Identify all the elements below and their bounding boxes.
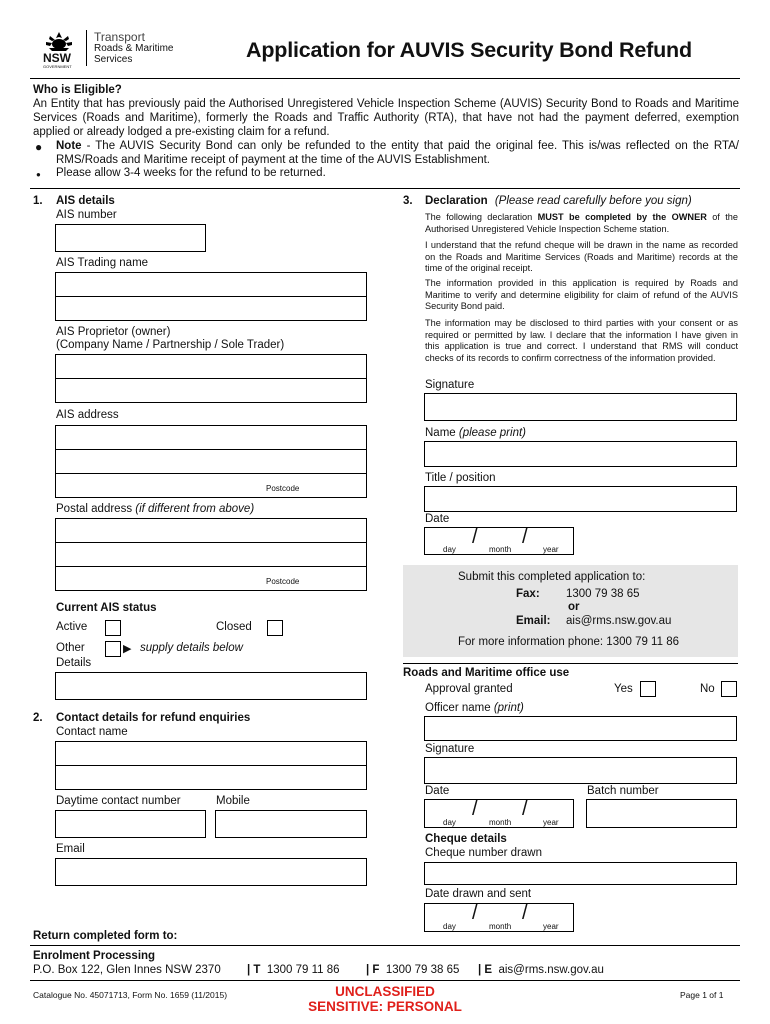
name-text: Name — [425, 427, 459, 439]
footer-phone: | T 1300 79 11 86 — [247, 964, 340, 976]
more-info: For more information phone: 1300 79 11 86 — [458, 636, 679, 648]
section-rule — [30, 188, 740, 189]
cheque-number-input-1[interactable] — [424, 862, 737, 885]
enrolment-unit: Enrolment Processing — [33, 950, 156, 962]
name-note: (please print) — [458, 427, 526, 439]
ais-number-input[interactable] — [55, 224, 206, 252]
officer-label — [425, 702, 524, 714]
logo-gov-text: GOVERNMENT — [43, 64, 72, 69]
po-box: P.O. Box 122, Glen Innes NSW 2370 — [33, 964, 221, 976]
contact-name-label: Contact name — [56, 726, 128, 738]
office-date-year: year — [543, 818, 559, 827]
section2-number: 2. — [33, 712, 43, 724]
proprietor-label: AIS Proprietor (owner) — [56, 326, 171, 338]
declaration-note: (Please read carefully before you sign) — [494, 195, 692, 207]
name-input[interactable] — [424, 441, 737, 467]
brand-roads: Roads & Maritime — [94, 43, 174, 54]
fax-footer-label: F — [372, 964, 380, 976]
eligibility-body: An Entity that has previously paid the Authorised Unregistered Vehicle Inspection Scheme (AUVIS) Security Bond to Roads and Maritime Services (Roads and Maritime), formerly the Roads and Traffic Authority (RTA), that have not had the payment deferred, exemption applied or already lodged a pre-existing claim for a refund. — [33, 98, 739, 138]
declaration-p2: I understand that the refund cheque will be drawn in the name as recorded on the Roads and Maritime Services (Roads and Maritime) records at the time of the original receipt. — [425, 240, 738, 273]
logo-nsw-text: NSW — [43, 51, 71, 65]
email-footer-label: E — [484, 964, 493, 976]
trading-name-input-2[interactable] — [55, 296, 367, 321]
eligibility-note — [56, 139, 739, 167]
cheque-heading: Cheque details — [425, 833, 507, 845]
office-date-label: Date — [425, 785, 450, 797]
decl-p1b: MUST be completed by the OWNER — [537, 212, 707, 222]
office-date-slash-1: / — [472, 798, 478, 820]
status-heading: Current AIS status — [56, 602, 157, 614]
office-date-slash-2: / — [522, 798, 528, 820]
drawn-slash-2: / — [522, 902, 528, 924]
office-signature-label: Signature — [425, 743, 475, 755]
declaration-p4: The information may be disclosed to third parties with your consent or as required or permitted by law. I declare that the information I have given in this application is true and correct. I understand that RMS will conduct checks of its records to confirm correctness of the information provided. — [425, 318, 738, 363]
active-label: Active — [56, 621, 88, 633]
postal-address-label — [56, 503, 254, 515]
note-label: Note — [56, 140, 82, 152]
eligibility-bullet-2: Please allow 3-4 weeks for the refund to be returned. — [56, 167, 326, 179]
date-slash-1: / — [472, 526, 478, 548]
signature-input[interactable] — [424, 393, 737, 421]
postcode-label-2: Postcode — [266, 577, 300, 586]
phone-label: T — [253, 964, 261, 976]
ais-number-label: AIS number — [56, 209, 117, 221]
footer-fax: | F 1300 79 38 65 — [366, 964, 460, 976]
email-input[interactable] — [55, 858, 367, 886]
officer-text: Officer name — [425, 702, 494, 714]
postcode-label: Postcode — [266, 484, 300, 493]
email-submit-label: Email: — [516, 615, 551, 627]
classification-2: SENSITIVE: PERSONAL — [308, 999, 462, 1014]
date-month-label: month — [489, 545, 512, 554]
title-position-input[interactable] — [424, 486, 737, 512]
details-label: Details — [56, 657, 92, 669]
declaration-title: Declaration — [425, 195, 488, 207]
title-rule — [30, 78, 740, 79]
section1-title: AIS details — [56, 195, 115, 207]
submit-heading: Submit this completed application to: — [458, 571, 646, 583]
postal-address-input-3[interactable] — [55, 566, 367, 591]
decl-p1a: The following declaration — [425, 212, 538, 222]
contact-name-input-2[interactable] — [55, 765, 367, 790]
batch-input[interactable] — [586, 799, 737, 828]
mobile-label: Mobile — [216, 795, 250, 807]
email-submit-value[interactable]: ais@rms.nsw.gov.au — [566, 615, 672, 627]
daytime-input[interactable] — [55, 810, 206, 838]
date-year-label: year — [543, 545, 559, 554]
decl-p1c: of the Authorised Unregistered Vehicle Inspection Scheme station. — [425, 212, 738, 234]
closed-checkbox[interactable] — [267, 620, 283, 636]
approval-label: Approval granted — [425, 683, 513, 695]
mobile-input[interactable] — [215, 810, 367, 838]
footer-email: | E ais@rms.nsw.gov.au — [478, 964, 604, 976]
proprietor-label-2: (Company Name / Partnership / Sole Trader) — [56, 339, 285, 351]
return-heading: Return completed form to: — [33, 930, 178, 942]
phone-value: 1300 79 11 86 — [266, 964, 340, 976]
ais-address-input-1[interactable] — [55, 425, 367, 450]
section3-title — [425, 195, 692, 207]
date-label: Date — [425, 513, 450, 525]
or-label: or — [568, 601, 580, 613]
footer-rule-2 — [30, 980, 740, 981]
trading-name-label: AIS Trading name — [56, 257, 149, 269]
bullet-icon: ● — [36, 170, 41, 179]
daytime-label: Daytime contact number — [56, 795, 181, 807]
classification-1: UNCLASSIFIED — [335, 984, 435, 999]
page-number: Page 1 of 1 — [680, 990, 724, 1000]
fax-footer-value: 1300 79 38 65 — [385, 964, 460, 976]
section2-title: Contact details for refund enquiries — [56, 712, 251, 724]
proprietor-input-2[interactable] — [55, 378, 367, 403]
logo-divider — [86, 30, 87, 66]
postal-address-input-2[interactable] — [55, 542, 367, 567]
other-checkbox[interactable] — [105, 641, 121, 657]
note-text: - The AUVIS Security Bond can only be refunded to the entity that paid the original fee. This is/was reflected on the RTA/ RMS/Roads and Maritime receipt of payment at the time of the AUVIS Establishment. — [56, 140, 739, 166]
no-checkbox[interactable] — [721, 681, 737, 697]
declaration-p3: The information provided in this application is required by Roads and Maritime to verify and determine eligibility for claim of refund of the AUVIS Security Bond paid. — [425, 278, 738, 311]
officer-input[interactable] — [424, 716, 737, 741]
section1-number: 1. — [33, 195, 43, 207]
officer-note: (print) — [493, 702, 524, 714]
drawn-slash-1: / — [472, 902, 478, 924]
drawn-year: year — [543, 922, 559, 931]
no-label: No — [700, 683, 715, 695]
ais-address-input-2[interactable] — [55, 449, 367, 474]
brand-services: Services — [94, 54, 133, 65]
office-signature-input[interactable] — [424, 757, 737, 784]
closed-label: Closed — [216, 621, 252, 633]
proprietor-input-1[interactable] — [55, 354, 367, 379]
signature-label: Signature — [425, 379, 475, 391]
fax-value: 1300 79 38 65 — [566, 588, 640, 600]
arrow-right-icon: ▶ — [123, 643, 132, 655]
date-slash-2: / — [522, 526, 528, 548]
office-date-day: day — [443, 818, 456, 827]
email-footer-value[interactable]: ais@rms.nsw.gov.au — [498, 964, 604, 976]
details-input[interactable] — [55, 672, 367, 700]
supply-details-label: supply details below — [140, 642, 243, 654]
contact-name-input-1[interactable] — [55, 741, 367, 766]
office-rule — [403, 663, 738, 664]
declaration-p1 — [425, 212, 738, 235]
postal-address-note: (if different from above) — [135, 503, 255, 515]
yes-label: Yes — [614, 683, 633, 695]
title-position-label: Title / position — [425, 472, 496, 484]
active-checkbox[interactable] — [105, 620, 121, 636]
other-label: Other — [56, 642, 85, 654]
office-date-month: month — [489, 818, 512, 827]
office-heading: Roads and Maritime office use — [403, 667, 570, 679]
trading-name-input-1[interactable] — [55, 272, 367, 297]
section3-number: 3. — [403, 195, 413, 207]
date-drawn-label: Date drawn and sent — [425, 888, 532, 900]
brand-transport: Transport — [94, 30, 145, 44]
drawn-month: month — [489, 922, 512, 931]
yes-checkbox[interactable] — [640, 681, 656, 697]
footer-rule — [30, 945, 740, 946]
ais-address-input-3[interactable] — [55, 473, 367, 498]
batch-label: Batch number — [587, 785, 659, 797]
eligibility-heading: Who is Eligible? — [33, 84, 122, 96]
name-label — [425, 427, 526, 439]
bullet-icon: ● — [35, 140, 43, 154]
fax-label: Fax: — [516, 588, 540, 600]
date-day-label: day — [443, 545, 456, 554]
postal-address-input-1[interactable] — [55, 518, 367, 543]
drawn-day: day — [443, 922, 456, 931]
catalogue-number: Catalogue No. 45071713, Form No. 1659 (11/2015) — [33, 990, 228, 1000]
email-label: Email — [56, 843, 85, 855]
postal-address-text: Postal address — [56, 503, 136, 515]
ais-address-label: AIS address — [56, 409, 119, 421]
cheque-number-label: Cheque number drawn — [425, 847, 542, 859]
page-title: Application for AUVIS Security Bond Refund — [246, 38, 692, 62]
